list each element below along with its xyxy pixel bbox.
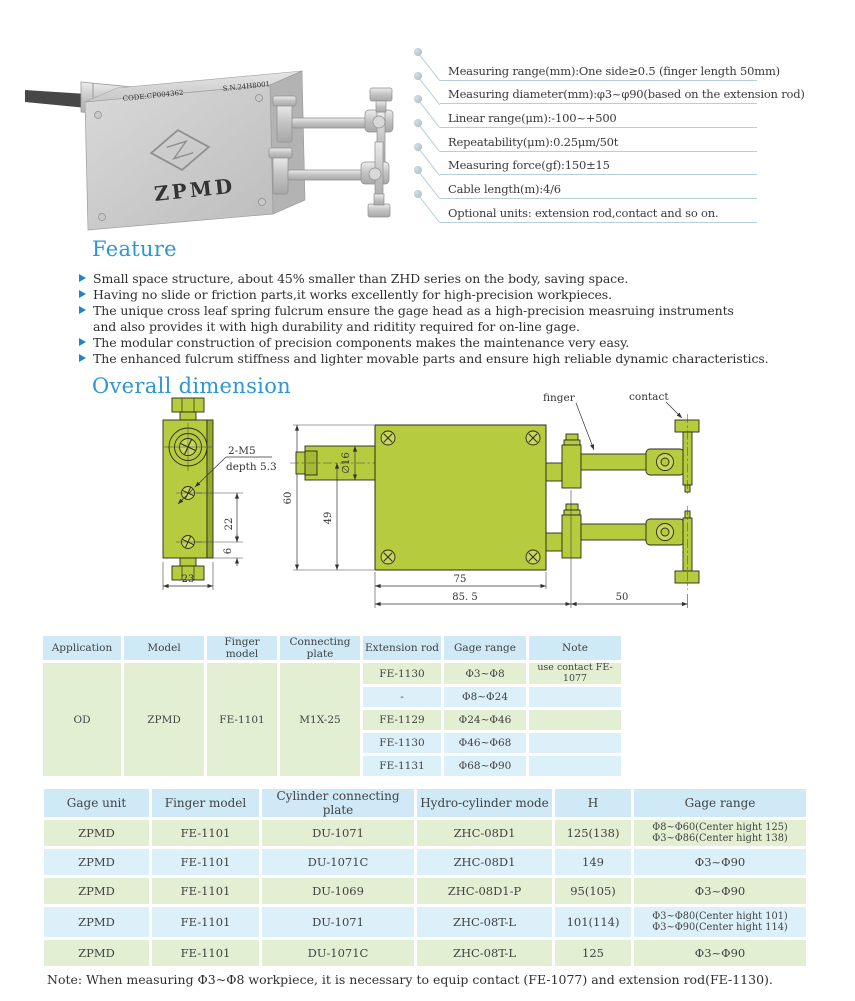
bullet-triangle-icon — [79, 354, 86, 362]
spec-item — [405, 80, 805, 104]
contact-label: contact — [629, 391, 669, 403]
dim-label-23: 23 — [181, 574, 195, 585]
cell: 149 — [555, 849, 631, 875]
dim-label-75: 75 — [453, 574, 467, 585]
cell — [529, 687, 621, 707]
cell — [529, 733, 621, 753]
finger-arm-lower — [546, 504, 699, 583]
photo-code-text: CODE:CP004362 — [122, 88, 184, 103]
cell: FE-1130 — [363, 663, 441, 684]
finger-rod — [581, 524, 648, 540]
dimension-title: Overall dimension — [92, 374, 291, 398]
table-header-row — [43, 636, 621, 660]
spec-text: Measuring range(mm):One side≥0.5 (finger length 50mm) — [448, 63, 780, 78]
gage-body — [375, 425, 546, 570]
column-header: Cylinder connecting plate — [262, 789, 414, 817]
cell: ZPMD — [44, 820, 149, 846]
dim-label-dia16: ∅16 — [341, 452, 352, 474]
cell: FE-1101 — [152, 820, 259, 846]
dim-label-2m5: 2-M5 — [228, 445, 256, 457]
column-header: Finger model — [152, 789, 259, 817]
column-header: Hydro-cylinder mode — [417, 789, 552, 817]
column-header: Extension rod — [363, 636, 441, 660]
cell-model: ZPMD — [124, 663, 204, 776]
bullet-triangle-icon — [79, 306, 86, 314]
cell: ZPMD — [44, 878, 149, 904]
feature-text: The unique cross leaf spring fulcrum ensure the gage head as a high-precision measruing instruments — [93, 302, 734, 318]
column-header: Gage unit — [44, 789, 149, 817]
feature-text: and also provides it with high durability and riditity required for on-line gage. — [93, 318, 580, 334]
cell: ZHC-08T-L — [417, 940, 552, 966]
cell: FE-1101 — [152, 940, 259, 966]
contact-cap — [675, 420, 699, 432]
spec-text: Linear range(μm):-100~+500 — [448, 111, 617, 126]
feature-text: Having no slide or friction parts,it works excellently for high-precision workpieces. — [93, 286, 612, 302]
cell: Φ68~Φ90 — [444, 756, 526, 776]
cell-connecting-plate: M1X-25 — [280, 663, 360, 776]
cell: - — [363, 687, 441, 707]
cell: Φ8~Φ24 — [444, 687, 526, 707]
gage-range-line: Φ3~Φ80(Center hight 101) — [652, 911, 788, 922]
cell — [634, 820, 806, 846]
table-row — [44, 940, 806, 966]
bullet-triangle-icon — [79, 338, 86, 346]
cell: FE-1101 — [152, 907, 259, 937]
column-header: Connecting plate — [280, 636, 360, 660]
spec-list — [405, 56, 805, 222]
column-header: Finger model — [207, 636, 277, 660]
cell: DU-1071C — [262, 849, 414, 875]
feature-title: Feature — [92, 237, 177, 261]
dim-label-50: 50 — [615, 592, 629, 603]
photo-serial-text: S.N.24H8001 — [222, 80, 271, 93]
column-header: Gage range — [634, 789, 806, 817]
gage-unit-table — [41, 786, 809, 969]
table-row — [44, 820, 806, 846]
cell-finger-model: FE-1101 — [207, 663, 277, 776]
cell — [529, 710, 621, 730]
dim-label-depth: depth 5.3 — [226, 461, 277, 473]
feature-text: The enhanced fulcrum stiffness and lighter movable parts and ensure high reliable dynamic characteristics. — [93, 350, 769, 366]
column-header: Gage range — [444, 636, 526, 660]
cell: use contact FE-1077 — [529, 663, 621, 684]
cell: ZHC-08T-L — [417, 907, 552, 937]
spec-item — [405, 151, 757, 175]
cell: ZPMD — [44, 940, 149, 966]
cell: 101(114) — [555, 907, 631, 937]
spec-item — [405, 174, 757, 198]
spec-text: Cable length(m):4/6 — [448, 182, 561, 197]
cell: 95(105) — [555, 878, 631, 904]
feature-list — [79, 270, 849, 366]
spec-item — [405, 56, 780, 80]
feature-item — [79, 286, 849, 302]
feature-item-continuation — [93, 318, 849, 334]
feature-item — [79, 334, 849, 350]
finger-arm-upper — [546, 420, 699, 492]
cell — [529, 756, 621, 776]
table-row — [44, 849, 806, 875]
cell: ZPMD — [44, 907, 149, 937]
dim-label-6: 6 — [223, 547, 234, 555]
finger-rod — [581, 454, 648, 470]
cable — [25, 90, 87, 108]
feature-item — [79, 270, 849, 286]
product-photo — [15, 38, 400, 233]
cell: DU-1071 — [262, 820, 414, 846]
spec-text: Repeatability(μm):0.25μm/50t — [448, 134, 619, 149]
cell: ZHC-08D1-P — [417, 878, 552, 904]
cell: DU-1071 — [262, 907, 414, 937]
spec-text: Optional units: extension rod,contact and so on. — [448, 205, 719, 220]
cell: ZHC-08D1 — [417, 849, 552, 875]
cell — [634, 907, 806, 937]
front-view-drawing — [283, 391, 699, 608]
top-bolt — [172, 398, 204, 412]
cell: DU-1069 — [262, 878, 414, 904]
feature-text: Small space structure, about 45% smaller than ZHD series on the body, saving space. — [93, 270, 629, 286]
cell: Φ3~Φ90 — [634, 940, 806, 966]
column-header: Note — [529, 636, 621, 660]
dim-label-22: 22 — [224, 517, 235, 531]
cell: Φ3~Φ90 — [634, 849, 806, 875]
spec-item — [405, 127, 757, 151]
application-table — [40, 633, 624, 779]
spec-connector-line — [417, 194, 440, 223]
cell-application: OD — [43, 663, 121, 776]
spec-text: Measuring diameter(mm):φ3~φ90(based on the extension rod) — [448, 87, 805, 102]
gage-range-line: Φ8~Φ60(Center hight 125) — [652, 822, 788, 833]
table-row — [43, 663, 621, 684]
cell: Φ24~Φ46 — [444, 710, 526, 730]
gage-range-line: Φ3~Φ86(Center hight 138) — [652, 833, 788, 844]
cell: FE-1101 — [152, 849, 259, 875]
cell: FE-1131 — [363, 756, 441, 776]
table-row — [44, 907, 806, 937]
cell: Φ3~Φ8 — [444, 663, 526, 684]
cell: Φ46~Φ68 — [444, 733, 526, 753]
cell: DU-1071C — [262, 940, 414, 966]
cell: FE-1130 — [363, 733, 441, 753]
cell: FE-1101 — [152, 878, 259, 904]
column-header: H — [555, 789, 631, 817]
finger-label: finger — [543, 392, 575, 404]
bullet-triangle-icon — [79, 290, 86, 298]
brand-logo-text: ZPMD — [153, 173, 237, 206]
spec-item — [405, 198, 757, 222]
cell: ZHC-08D1 — [417, 820, 552, 846]
cell: ZPMD — [44, 849, 149, 875]
feature-text: The modular construction of precision components makes the maintenance very easy. — [93, 334, 630, 350]
feature-item — [79, 350, 849, 366]
dim-label-60: 60 — [283, 491, 294, 505]
column-header: Application — [43, 636, 121, 660]
side-view-drawing — [163, 398, 277, 590]
spec-text: Measuring force(gf):150±15 — [448, 158, 610, 173]
bullet-triangle-icon — [79, 274, 86, 282]
dimension-drawing — [90, 390, 855, 633]
gage-range-line: Φ3~Φ90(Center hight 114) — [652, 922, 788, 933]
cell: FE-1129 — [363, 710, 441, 730]
column-header: Model — [124, 636, 204, 660]
feature-item — [79, 302, 849, 318]
cell: 125(138) — [555, 820, 631, 846]
dim-label-49: 49 — [323, 511, 334, 525]
cell: 125 — [555, 940, 631, 966]
contact-cap — [675, 571, 699, 583]
table-header-row — [44, 789, 806, 817]
cell: Φ3~Φ90 — [634, 878, 806, 904]
footnote: Note: When measuring Φ3~Φ8 workpiece, it is necessary to equip contact (FE-1077) and extension rod(FE-1130). — [47, 972, 773, 987]
spec-item — [405, 103, 757, 127]
dim-label-85-5: 85. 5 — [452, 592, 478, 603]
table-row — [44, 878, 806, 904]
